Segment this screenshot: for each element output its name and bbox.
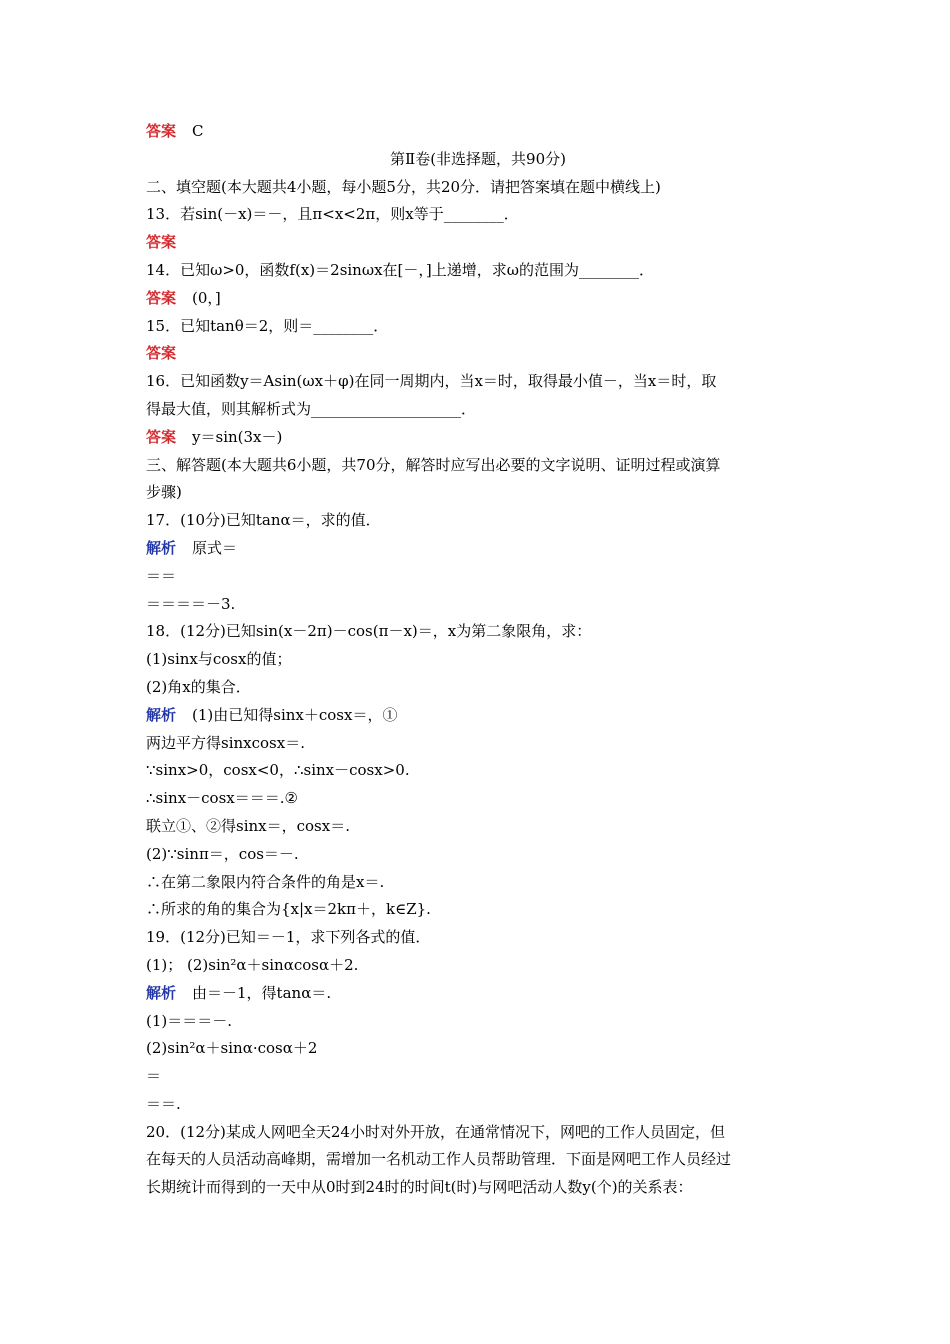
line-text: 16．已知函数y＝Asin(ωx＋φ)在同一周期内，当x＝时，取得最小值－，当x＝时，取 [146, 372, 717, 391]
text-line [146, 535, 810, 563]
line-text: 14．已知ω>0，函数f(x)＝2sinωx在[－，]上递增，求ω的范围为________． [146, 260, 654, 279]
answer-label: 答案 [146, 233, 177, 252]
text-line [146, 424, 810, 452]
text-line [146, 563, 810, 591]
line-text: (1)＝＝＝－. [146, 1011, 233, 1030]
line-text: 20．(12分)某成人网吧全天24小时对外开放，在通常情况下，网吧的工作人员固定，但 [146, 1122, 725, 1141]
text-line [146, 1063, 810, 1091]
text-line [146, 1119, 810, 1147]
text-line [146, 1008, 810, 1036]
line-text: (2)角x的集合． [146, 677, 251, 696]
text-line [146, 702, 810, 730]
text-line [146, 646, 810, 674]
line-text: (1)由已知得sinx＋cosx＝，① [192, 705, 398, 724]
line-text: 在每天的人员活动高峰期，需增加一名机动工作人员帮助管理．下面是网吧工作人员经过 [146, 1150, 732, 1169]
text-line [146, 479, 810, 507]
line-text: ∴在第二象限内符合条件的角是x＝. [146, 872, 385, 891]
text-line [146, 368, 810, 396]
text-line [146, 313, 810, 341]
solution-label: 解析 [146, 983, 177, 1002]
line-text: ＝＝. [146, 1094, 181, 1113]
text-line [146, 952, 810, 980]
text-line [146, 146, 810, 174]
solution-label: 解析 [146, 705, 177, 724]
text-line [146, 785, 810, 813]
line-text: 17．(10分)已知tanα＝，求的值． [146, 511, 381, 530]
line-text: ∴sinx－cosx＝＝＝.② [146, 789, 298, 808]
line-text: (1)； (2)sin²α＋sinαcosα＋2. [146, 955, 359, 974]
line-text: 原式＝ [192, 538, 238, 557]
line-text: 二、填空题(本大题共4小题，每小题5分，共20分．请把答案填在题中横线上) [146, 177, 661, 196]
line-text: ∴所求的角的集合为{x|x＝2kπ＋，k∈Z}. [146, 900, 431, 919]
line-text: ＝＝＝＝－3. [146, 594, 236, 613]
line-text: 15．已知tanθ＝2，则＝________． [146, 316, 389, 335]
text-line [146, 1035, 810, 1063]
text-line [146, 618, 810, 646]
line-text: C [192, 122, 204, 140]
line-text: (2)∵sinπ＝，cos＝－. [146, 844, 299, 863]
text-line [146, 924, 810, 952]
text-line [146, 980, 810, 1008]
text-line [146, 174, 810, 202]
text-line [146, 841, 810, 869]
line-text: (2)sin²α＋sinα·cosα＋2 [146, 1039, 318, 1058]
text-line [146, 257, 810, 285]
text-line [146, 591, 810, 619]
line-text: 由＝－1，得tanα＝. [192, 983, 332, 1002]
text-line [146, 285, 810, 313]
text-line [146, 452, 810, 480]
text-line [146, 674, 810, 702]
solution-label: 解析 [146, 538, 177, 557]
line-text: 第Ⅱ卷(非选择题，共90分) [390, 149, 566, 168]
line-text: 联立①、②得sinx＝，cosx＝. [146, 816, 350, 835]
line-text: 得最大值，则其解析式为____________________． [146, 399, 477, 418]
line-text: y＝sin(3x－) [192, 427, 283, 446]
text-line [146, 869, 810, 897]
line-text: 长期统计而得到的一天中从0时到24时的时间t(时)与网吧活动人数y(个)的关系表： [146, 1178, 693, 1197]
answer-label: 答案 [146, 344, 177, 363]
text-line [146, 229, 810, 257]
line-text: ＝＝ [146, 566, 177, 585]
line-text: ＝ [146, 1067, 162, 1086]
line-text: (1)sinx与cosx的值； [146, 650, 292, 669]
line-text: 13．若sin(－x)＝－，且π<x<2π，则x等于________． [146, 205, 519, 224]
answer-label: 答案 [146, 288, 177, 307]
line-text: 两边平方得sinxcosx＝. [146, 733, 305, 752]
text-line [146, 1174, 810, 1202]
text-line [146, 201, 810, 229]
line-text: ∵sinx>0，cosx<0，∴sinx－cosx>0. [146, 761, 410, 780]
text-line [146, 1091, 810, 1119]
line-text: 19．(12分)已知＝－1，求下列各式的值． [146, 928, 431, 947]
text-line [146, 757, 810, 785]
text-line [146, 1146, 810, 1174]
answer-label: 答案 [146, 122, 177, 140]
text-line [146, 730, 810, 758]
document-page [146, 118, 810, 1202]
text-line [146, 118, 810, 146]
text-line [146, 507, 810, 535]
line-text: 18．(12分)已知sin(x－2π)－cos(π－x)＝，x为第二象限角，求： [146, 622, 592, 641]
text-line [146, 896, 810, 924]
answer-label: 答案 [146, 427, 177, 446]
line-text: 三、解答题(本大题共6小题，共70分，解答时应写出必要的文字说明、证明过程或演算 [146, 455, 721, 474]
text-line [146, 340, 810, 368]
text-line [146, 813, 810, 841]
line-text: (0，] [192, 288, 221, 307]
line-text: 步骤) [146, 483, 182, 502]
text-line [146, 396, 810, 424]
